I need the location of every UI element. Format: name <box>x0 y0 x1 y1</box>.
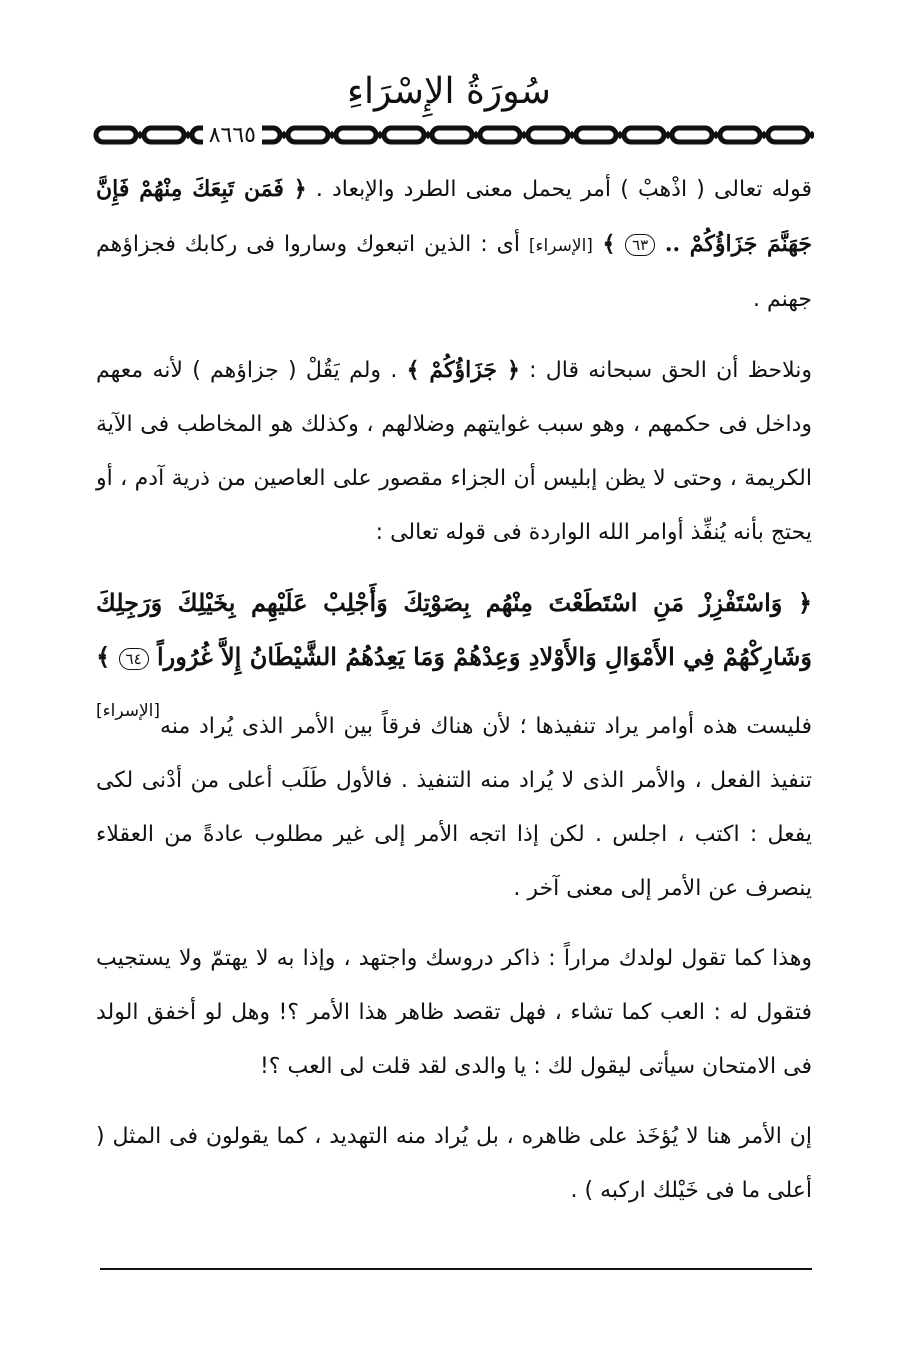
chain-ornament-icon <box>92 118 814 154</box>
quran-quote-63-close: ﴾ <box>592 231 626 257</box>
surah-title: سُورَةُ الإِسْرَاءِ <box>347 71 551 112</box>
paragraph-4: وهذا كما تقول لولدك مراراً : ذاكر دروسك واجتهد ، وإذا به لا يهتمّ ولا يستجيب فتقول له : العب كما تشاء ، فهل تقصد ظاهر هذا الأمر ؟! وهل لو أخفق الولد فى الامتحان سيأتى ليقول لك : يا والدى لقد قلت لى العب ؟! <box>96 946 812 1079</box>
paragraph-3: فليست هذه أوامر يراد تنفيذها ؛ لأن هناك فرقاً بين الأمر الذى يُراد منه تنفيذ الفعل ، والأمر الذى لا يُراد منه التنفيذ . فالأول طَلَب أعلى من أدْنى لكى يفعل : اكتب ، اجلس . لكن إذا اتجه الأمر إلى غير مطلوب عادةً من العقلاء ينصرف عن الأمر إلى معنى آخر . <box>96 714 812 901</box>
quran-quote-63: ﴿ فَمَن تَبِعَكَ مِنْهُمْ فَإِنَّ جَهَنَّمَ جَزَاؤُكُمْ .. <box>96 176 813 257</box>
footer-divider <box>100 1268 812 1270</box>
p2-text-start: ونلاحظ أن الحق سبحانه قال : <box>519 358 812 383</box>
verse-64-reference: [الإسراء] <box>96 701 161 721</box>
verse-64-close: ﴾ <box>96 642 119 671</box>
commentary-body <box>96 162 812 1234</box>
surah-reference: [الإسراء] <box>528 236 593 256</box>
paragraph-2 <box>96 343 812 560</box>
p2-text-end: . ولم يَقُلْ ( جزاؤهم ) لأنه معهم وداخل فى حكمهم ، وهو سبب غوايتهم وضلالهم ، وكذلك هو المخاطب فى الآية الكريمة ، وحتى لا يظن إبليس أن الجزاء مقصور على العاصين من ذرية آدم ، أو يحتج بأنه يُنفِّذ أوامر الله الواردة فى قوله تعالى : <box>96 358 812 545</box>
ayah-number-63: ٦٣ <box>625 234 655 256</box>
paragraph-1 <box>96 162 812 327</box>
p1-text-end: أى : الذين اتبعوك وساروا فى ركابك فجزاؤهم جهنم . <box>96 232 812 312</box>
ayah-number-64: ٦٤ <box>119 648 149 670</box>
paragraph-5: إن الأمر هنا لا يُؤخَذ على ظاهره ، بل يُراد منه التهديد ، كما يقولون فى المثل ( أعلى ما فى خَيْلك اركبه ) . <box>96 1124 812 1203</box>
header-ornament-border <box>92 118 814 154</box>
page-number: ٨٦٦٥ <box>203 118 262 154</box>
p1-text-start: قوله تعالى ( اذْهبْ ) أمر يحمل معنى الطرد والإبعاد . <box>306 177 812 202</box>
verse-64-text: ﴿ وَاسْتَفْزِزْ مَنِ اسْتَطَعْتَ مِنْهُم بِصَوْتِكَ وَأَجْلِبْ عَلَيْهِم بِخَيْلِكَ وَرَجِلِكَ وَشَارِكْهُمْ فِي الأَمْوَالِ وَالأَوْلادِ وَعِدْهُمْ وَمَا يَعِدُهُمُ الشَّيْطَانُ إِلاَّ غُرُوراً <box>96 588 812 671</box>
quran-quote-jazaukum: ﴿ جَزَاؤُكُمْ ﴾ <box>406 357 520 383</box>
quran-verse-64 <box>96 576 812 721</box>
